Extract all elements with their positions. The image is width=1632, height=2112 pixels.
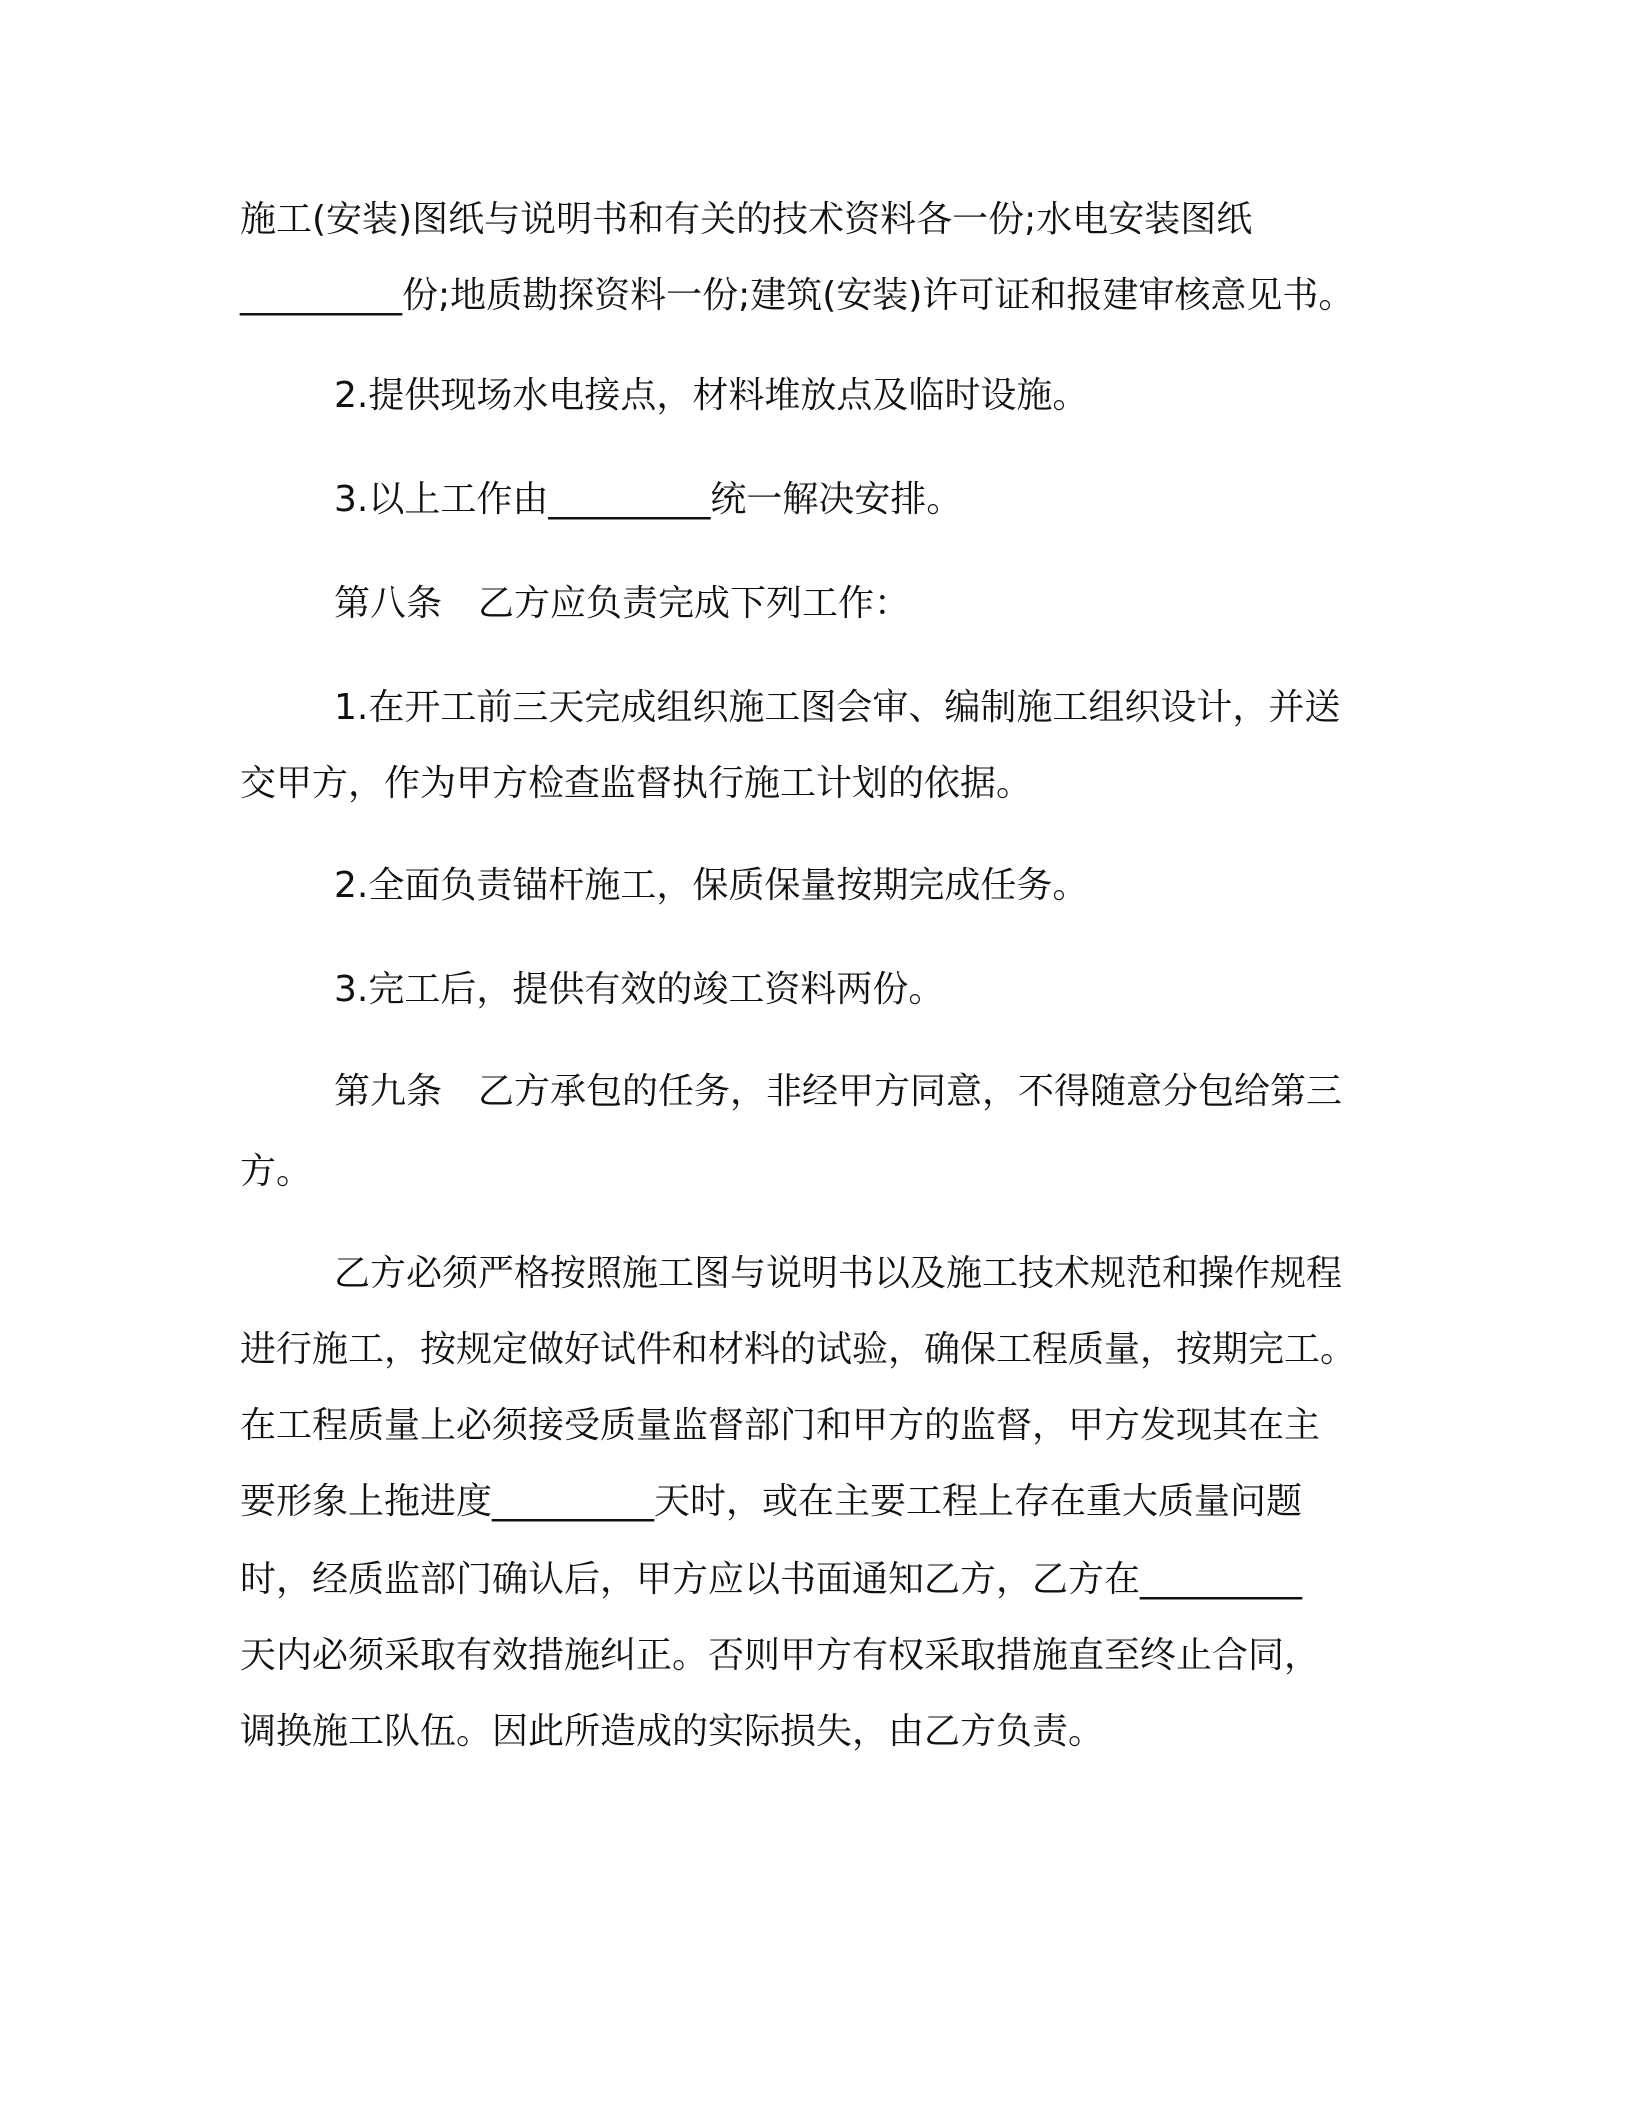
paragraph-line: 在工程质量上必须接受质量监督部门和甲方的监督，甲方发现其在主 xyxy=(240,1405,1321,1446)
paragraph-line: 天内必须采取有效措施纠正。否则甲方有权采取措施直至终止合同， xyxy=(240,1635,1321,1676)
paragraph-line: 3.以上工作由_________统一解决安排。 xyxy=(334,479,963,520)
paragraph-line: 进行施工，按规定做好试件和材料的试验，确保工程质量，按期完工。 xyxy=(240,1329,1357,1370)
paragraph-line: _________份;地质勘探资料一份;建筑(安装)许可证和报建审核意见书。 xyxy=(240,275,1355,316)
paragraph-line: 时，经质监部门确认后，甲方应以书面通知乙方，乙方在_________ xyxy=(240,1559,1303,1600)
article-heading: 第八条 乙方应负责完成下列工作： xyxy=(334,583,911,624)
paragraph-line: 1.在开工前三天完成组织施工图会审、编制施工组织设计，并送 xyxy=(334,687,1341,728)
paragraph-line: 3.完工后，提供有效的竣工资料两份。 xyxy=(334,969,945,1010)
paragraph-line: 乙方必须严格按照施工图与说明书以及施工技术规范和操作规程 xyxy=(334,1253,1343,1294)
article-heading: 第九条 乙方承包的任务，非经甲方同意，不得随意分包给第三 xyxy=(334,1071,1343,1112)
paragraph-line: 方。 xyxy=(240,1151,313,1192)
paragraph-line: 施工(安装)图纸与说明书和有关的技术资料各一份;水电安装图纸 xyxy=(240,199,1253,240)
paragraph-line: 2.提供现场水电接点，材料堆放点及临时设施。 xyxy=(334,375,1089,416)
paragraph-line: 交甲方，作为甲方检查监督执行施工计划的依据。 xyxy=(240,763,1033,804)
paragraph-line: 2.全面负责锚杆施工，保质保量按期完成任务。 xyxy=(334,865,1089,906)
paragraph-line: 调换施工队伍。因此所造成的实际损失，由乙方负责。 xyxy=(240,1711,1105,1752)
paragraph-line: 要形象上拖进度_________天时，或在主要工程上存在重大质量问题 xyxy=(240,1481,1303,1522)
